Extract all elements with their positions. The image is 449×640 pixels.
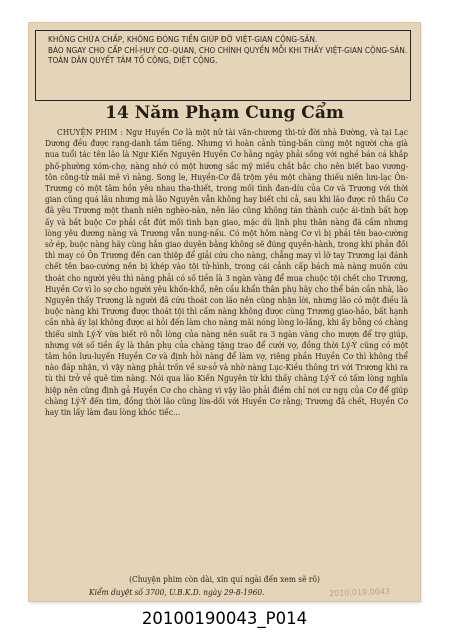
leaflet-page (29, 23, 420, 601)
slogan-banner (35, 30, 411, 101)
slogan-line-2: BÁO NGAY CHO CẤP CHỈ-HUY CƠ-QUAN, CHO CHÍNH QUYỀN MỖI KHI THẤY VIỆT-GIAN CỘNG-SẢN. (48, 44, 408, 55)
film-title: 14 Năm Phạm Cung Cẩm (105, 103, 344, 123)
film-synopsis: CHUYỆN PHIM : Ngư Huyền Cơ là một nữ tài văn-chương thi-tứ đời nhà Đường, và tại Lạc Dương đều được rạng-danh tầm tiếng. Nhưng vì hoàn cảnh túng-bấn cùng một người cha già nua tuổi tác tên lão là Ngư Kiến Nguyên Huyền Cơ hằng ngày phải sống với nghề bán cá khắp phố-phường xóm-chợ, nàng nhớ có một hương sắc mỹ miều chắt bắc cho nên biết bao vương-tôn công-tử mãi mê vì nàng. Song le, Huyền-Cơ đã trộm yêu một chàng thiếu niên lưu-lạc Ôn-Trương có một tâm hồn yêu nhau tha-thiết, trong mối tình đan-díu của Cơ và Trương với thời gian cũng quá lâu nhưng mà lão Nguyên vẫn không hay biết chi cả, sau khi lão được rõ thấu Cơ đã yêu Trương một thanh niên nghèo-nàn, nên lão cũng không tán thành cuộc ái-tình bất hợp ấy và bắt buộc Cơ phải cắt đứt mối tình bạn giao, mặc dù lịnh phụ thân nàng đã cấm nhưng lòng yêu đương nàng và Trương vẫn nung-nấu. Có một hôm nàng Cơ vì bị phải tên bao-cường sở ép, buộc nàng hãy cùng hắn giao duyên bằng không sẽ đúng quyền-hành, trong khi phản đối thì may có Ôn Trương đến can thiệp để giải cứu cho nàng, chẳng may vì lỡ tay Trương lại đánh chết tên bao-cường nên bị khép vào tội tử-hình, trong cái cảnh cấp bách mà nàng muốn cứu thoát cho người yêu thì nàng phải có số tiền là 3 ngàn vàng để mua chuộc tội chết cho Trương, Huyền Cơ vì lo sợ cho người yêu khốn-khổ, nên cầu khẩn thân phụ hãy cho thể bán cần nhà, lão Nguyên thấy Trương là người đã cứu thoát con lão nên cũng nhận lời, nhưng lão có một điều là buộc nàng khi Trương được thoát tội thì cấm nàng không được cùng Trương giao-hảo, bất hạnh cần nhà ấy lại không được ai hỏi đến làm cho nàng mãi nóng lòng lo-lắng, khi ấy bỗng có chàng thiếu sinh Lý-Ý vừa biết rõ nỗi lòng của nàng nên suất ra 3 ngàn vàng cho mượn để trợ giúp, nhưng với số tiền ấy là thân phụ của chàng tặng trao để cưới vợ, đồng thời Lý-Ý cũng có một tâm hồn lưu-luyến Huyền Cơ và định hỏi nàng để làm vợ, riêng phần Huyền Cơ thì không thể nào đáp nhận, vì vậy nàng phải trốn về sư-sở và nhờ nàng Lục-Kiều thông tri với Trương khi ra tù thì trở về quê tìm nàng. Nói qua lão Kiến Nguyên từ khi thấy chàng Lý-Ý có tấm lòng nghĩa hiệp nên cũng định gả Huyền Cơ cho chàng vì vậy lão phải điềm chỉ nơi cư ngụ của Cơ để giúp chàng Lý-Ý đến tìm, đồng thời lão cũng lừa-dối với Huyền Cơ rằng; Trương đã chết, Huyền Cơ hay tin lấy làm đau lòng khóc tiếc... (45, 127, 408, 418)
closing-note: (Chuyện phim còn dài, xin quí ngài đến xem sẽ rõ) (129, 574, 320, 584)
slogan-line-3: TOÀN DÂN QUYẾT TÂM TỐ CỘNG, DIỆT CỘNG. (48, 55, 218, 66)
censorship-notice: Kiểm duyệt số 3700, U.B.K.D. ngày 29-8-1960. (89, 587, 265, 597)
slogan-line-1: KHÔNG CHỨA CHẤP, KHÔNG ĐÓNG TIỀN GIÚP ĐỠ VIỆT-GIAN CỘNG-SẢN. (48, 34, 318, 44)
inventory-number: 2010.019.0043 (328, 586, 391, 599)
image-caption: 20100190043_P014 (141, 609, 308, 628)
